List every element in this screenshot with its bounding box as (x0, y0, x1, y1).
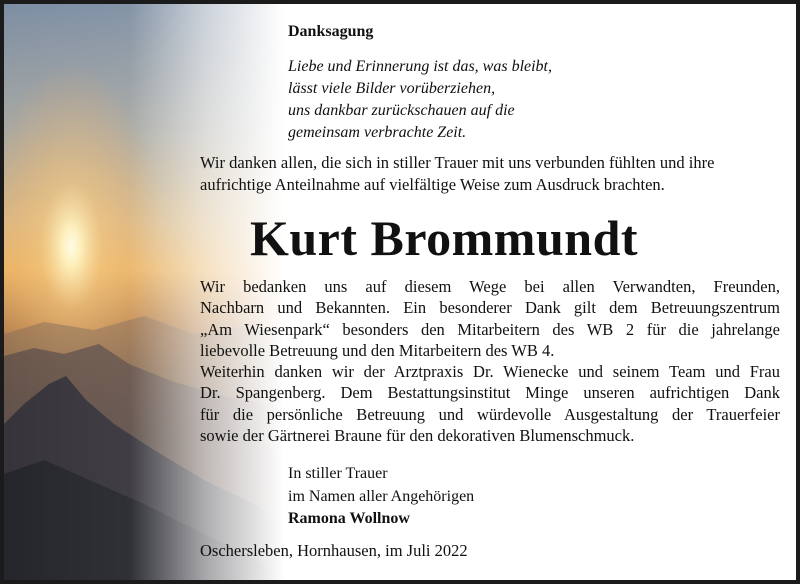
body-line: Wir bedanken uns auf diesem Wege bei allen Verwandten, Freunden, (200, 277, 780, 296)
body-line: liebevolle Betreuung und den Mitarbeitern des WB 4. (200, 340, 555, 360)
place-and-date: Oschersleben, Hornhausen, im Juli 2022 (200, 541, 468, 560)
poem-line: lässt viele Bilder vorüberziehen, (288, 80, 496, 97)
poem-line: gemeinsam verbrachte Zeit. (288, 124, 467, 141)
thanks-paragraph (200, 276, 780, 446)
signer-name: Ramona Wollnow (288, 510, 410, 527)
intro-paragraph (200, 152, 780, 196)
heading-danksagung: Danksagung (288, 23, 374, 40)
body-line: für die persönliche Betreuung und würdevolle Ausgestaltung der Trauerfeier (200, 404, 780, 424)
deceased-name: Kurt Brommundt (249, 210, 639, 266)
intro-line: Wir danken allen, die sich in stiller Trauer mit uns verbunden fühlten und ihre (200, 153, 715, 172)
obituary-notice (4, 4, 796, 580)
closing-signature (288, 463, 474, 531)
body-line: sowie der Gärtnerei Braune für den dekorativen Blumenschmuck. (200, 426, 635, 446)
memorial-poem (288, 56, 552, 144)
body-line: Nachbarn und Bekannten. Ein besonderer Dank gilt dem Betreuungszentrum (200, 298, 780, 318)
poem-line: Liebe und Erinnerung ist das, was bleibt, (288, 58, 552, 75)
intro-line: aufrichtige Anteilnahme auf vielfältige Weise zum Ausdruck brachten. (200, 175, 665, 194)
body-line: Dr. Spangenberg. Dem Bestattungsinstitut Minge unseren aufrichtigen Dank (200, 383, 780, 403)
poem-line: uns dankbar zurückschauen auf die (288, 102, 515, 119)
closing-line: In stiller Trauer (288, 465, 388, 482)
body-line: „Am Wiesenpark“ besonders den Mitarbeitern des WB 2 für die jahrelange (200, 319, 780, 339)
closing-line: im Namen aller Angehörigen (288, 487, 475, 505)
body-line: Weiterhin danken wir der Arztpraxis Dr. Wienecke und seinem Team und Frau (200, 362, 780, 382)
